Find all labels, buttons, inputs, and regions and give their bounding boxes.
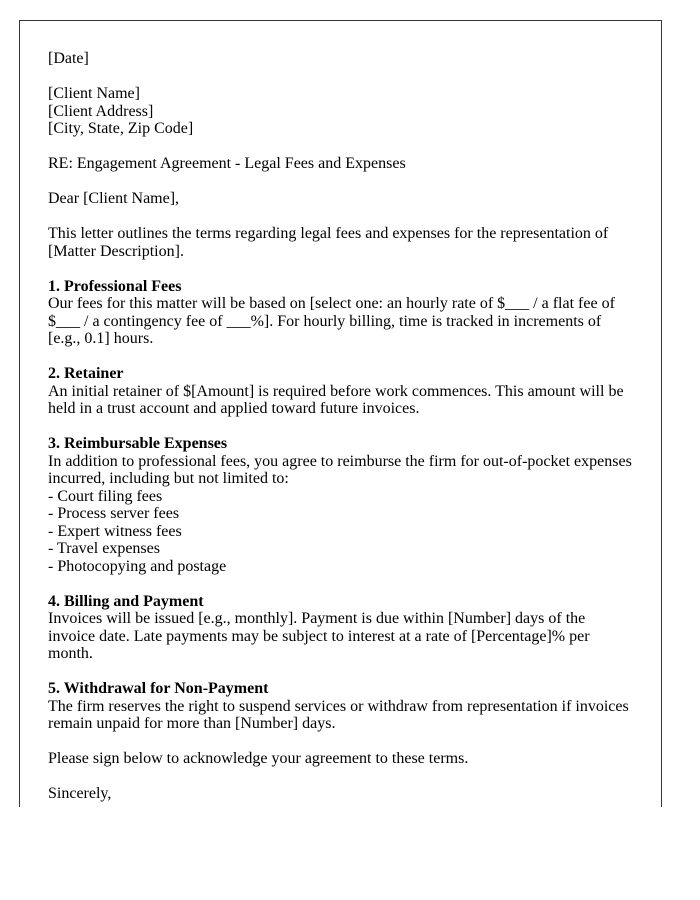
section-heading-withdrawal: 5. Withdrawal for Non-Payment xyxy=(48,680,269,697)
section-body-reimbursable-expenses: In addition to professional fees, you agree to reimburse the firm for out-of-pocket expenses incurred, including but not limited to: xyxy=(48,452,632,487)
section-reimbursable-expenses xyxy=(48,435,633,575)
recipient-name: [Client Name] xyxy=(48,85,140,102)
section-body-withdrawal: The firm reserves the right to suspend services or withdraw from representation if invoices remain unpaid for more than [Number] days. xyxy=(48,697,629,732)
section-body-professional-fees: Our fees for this matter will be based on [select one: an hourly rate of $___ / a flat fee of $___ / a contingency fee of ___%]. For hourly billing, time is tracked in increments of [e.g., 0.1] hours. xyxy=(48,295,615,347)
section-billing-and-payment xyxy=(48,593,633,663)
date-line: [Date] xyxy=(48,50,89,67)
signoff: Sincerely, xyxy=(48,785,112,802)
section-professional-fees xyxy=(48,278,633,348)
section-heading-reimbursable-expenses: 3. Reimbursable Expenses xyxy=(48,435,228,452)
subject-line: RE: Engagement Agreement - Legal Fees and Expenses xyxy=(48,155,406,172)
section-heading-retainer: 2. Retainer xyxy=(48,365,124,382)
expense-item-travel: - Travel expenses xyxy=(48,540,160,557)
expense-item-process-server: - Process server fees xyxy=(48,505,180,522)
section-body-billing-and-payment: Invoices will be issued [e.g., monthly]. Payment is due within [Number] days of the invoice date. Late payments may be subject to interest at a rate of [Percentage]% per month. xyxy=(48,610,590,662)
recipient-block xyxy=(48,85,633,138)
engagement-letter-document xyxy=(19,20,662,807)
expense-item-court-filing: - Court filing fees xyxy=(48,487,163,505)
section-retainer xyxy=(48,365,633,418)
section-heading-professional-fees: 1. Professional Fees xyxy=(48,277,182,295)
salutation: Dear [Client Name], xyxy=(48,190,180,207)
section-body-retainer: An initial retainer of $[Amount] is required before work commences. This amount will be held in a trust account and applied toward future invoices. xyxy=(48,382,624,417)
section-heading-billing-and-payment: 4. Billing and Payment xyxy=(48,592,204,610)
closing-request: Please sign below to acknowledge your agreement to these terms. xyxy=(48,750,469,767)
expense-item-photocopying: - Photocopying and postage xyxy=(48,557,227,575)
section-withdrawal-for-non-payment xyxy=(48,680,633,733)
recipient-city-state-zip: [City, State, Zip Code] xyxy=(48,120,194,137)
intro-paragraph: This letter outlines the terms regarding legal fees and expenses for the representation of [Matter Description]. xyxy=(48,225,609,260)
recipient-address: [Client Address] xyxy=(48,102,154,120)
expense-item-expert-witness: - Expert witness fees xyxy=(48,522,182,540)
